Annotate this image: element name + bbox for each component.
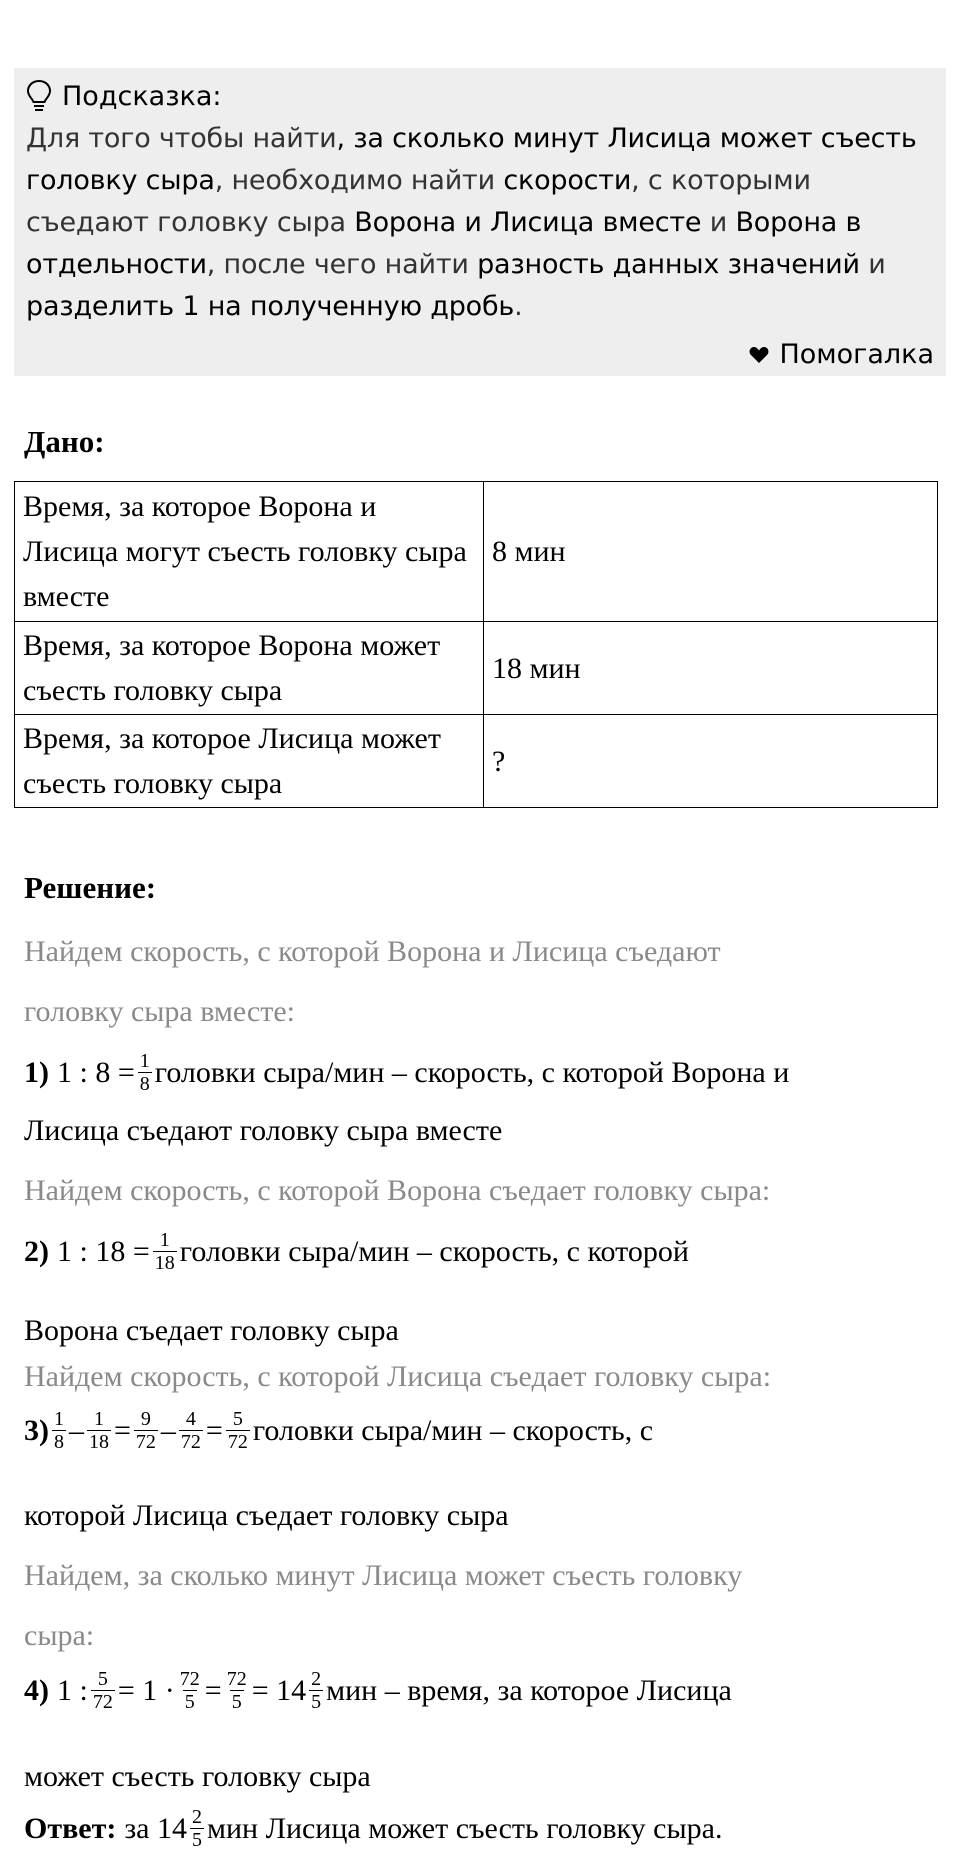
- fraction-numerator: 9: [140, 1408, 151, 1430]
- expression: =: [204, 1673, 222, 1707]
- step-intro: Найдем скорость, с которой Ворона съедает головку сыра:: [24, 1174, 771, 1207]
- step-text: Лисица съедают головку сыра вместе: [24, 1114, 503, 1147]
- table-row: [15, 622, 938, 715]
- fraction-denominator: 5: [311, 1691, 322, 1713]
- fraction: [225, 1668, 249, 1713]
- hint-part-bold: разность данных значений: [477, 249, 860, 280]
- hint-part: и: [859, 249, 886, 280]
- hint-part-bold: скорости: [503, 165, 632, 196]
- hint-part-bold: разделить 1 на полученную дробь: [26, 291, 515, 322]
- fraction-denominator: 72: [135, 1431, 156, 1453]
- fraction-denominator: 72: [227, 1431, 248, 1453]
- answer-text: мин Лисица может съесть головку сыра.: [207, 1811, 723, 1845]
- step-text: головки сыра/мин – скорость, с которой: [179, 1234, 689, 1268]
- step-3: [24, 1408, 653, 1453]
- step-intro: Найдем скорость, с которой Лисица съедает головку сыра:: [24, 1360, 772, 1393]
- given-table: [14, 481, 938, 808]
- table-cell-value: 8 мин: [484, 482, 938, 622]
- hint-part-bold: Ворона в отдельности: [26, 207, 862, 280]
- step-number: 3): [24, 1413, 49, 1447]
- table-row: [15, 482, 938, 622]
- fraction-numerator: 1: [159, 1229, 170, 1251]
- step-text: головки сыра/мин – скорость, с которой Ворона и: [154, 1055, 790, 1089]
- fraction-numerator: 5: [97, 1668, 108, 1690]
- given-heading: Дано:: [24, 424, 105, 459]
- lightbulb-icon: [26, 79, 52, 113]
- fraction-numerator: 2: [192, 1806, 202, 1828]
- fraction-denominator: 18: [154, 1252, 175, 1274]
- hint-footer: [749, 339, 934, 370]
- step-number: 1): [24, 1055, 49, 1089]
- table-cell-value: ?: [484, 715, 938, 808]
- operator: –: [160, 1413, 176, 1447]
- hint-part-bold: Ворона и Лисица вместе: [354, 207, 702, 238]
- hint-part: , необходимо найти: [214, 165, 504, 196]
- fraction-denominator: 72: [92, 1691, 113, 1713]
- fraction: [178, 1668, 202, 1713]
- fraction: [91, 1668, 115, 1713]
- hint-part: .: [514, 291, 523, 322]
- fraction: [309, 1668, 323, 1713]
- hint-text: [26, 118, 936, 328]
- fraction: [179, 1408, 203, 1453]
- step-text: может съесть головку сыра: [24, 1760, 371, 1793]
- heart-icon: [749, 346, 769, 364]
- table-cell-label: Время, за которое Лисица может съесть головку сыра: [15, 715, 484, 808]
- hint-part: , после чего найти: [206, 249, 478, 280]
- fraction: [226, 1408, 250, 1453]
- fraction: [134, 1408, 158, 1453]
- hint-part: и: [701, 207, 736, 238]
- step-number: 2): [24, 1234, 49, 1268]
- fraction-denominator: 5: [231, 1691, 242, 1713]
- hint-header: [26, 76, 936, 116]
- fraction-numerator: 72: [179, 1668, 200, 1690]
- fraction-numerator: 1: [94, 1408, 104, 1430]
- fraction-numerator: 72: [226, 1668, 247, 1690]
- step-4: [24, 1668, 732, 1713]
- fraction-numerator: 4: [185, 1408, 196, 1430]
- solution-heading: Решение:: [24, 870, 157, 905]
- step-text: Ворона съедает головку сыра: [24, 1314, 399, 1347]
- step-intro: Найдем скорость, с которой Ворона и Лисица съедают: [24, 935, 721, 968]
- step-intro: головку сыра вместе:: [24, 995, 296, 1028]
- step-2: [24, 1229, 689, 1274]
- fraction-denominator: 72: [180, 1431, 201, 1453]
- hint-part: Для того чтобы найти: [26, 123, 337, 154]
- table-cell-label: Время, за которое Ворона может съесть головку сыра: [15, 622, 484, 715]
- fraction-numerator: 1: [139, 1050, 150, 1072]
- hint-box: [14, 68, 946, 376]
- step-intro: Найдем, за сколько минут Лисица может съесть головку: [24, 1559, 743, 1592]
- step-intro: сыра:: [24, 1619, 95, 1652]
- fraction: [52, 1408, 66, 1453]
- hint-part-bold: , за сколько минут Лисица может съесть головку сыра: [26, 123, 917, 196]
- table-cell-value: 18 мин: [484, 622, 938, 715]
- fraction-denominator: 5: [192, 1829, 202, 1851]
- answer: [24, 1806, 722, 1851]
- step-number: 4): [24, 1673, 49, 1707]
- fraction: [138, 1050, 152, 1095]
- expression: 1 :: [57, 1673, 88, 1707]
- step-1: [24, 1050, 789, 1095]
- step-text: которой Лисица съедает головку сыра: [24, 1499, 509, 1532]
- fraction: [87, 1408, 111, 1453]
- fraction-numerator: 2: [311, 1668, 322, 1690]
- hint-title: Подсказка:: [62, 80, 222, 112]
- operator: =: [205, 1413, 223, 1447]
- table-cell-label: Время, за которое Ворона и Лисица могут съесть головку сыра вместе: [15, 482, 484, 622]
- hint-part: , с которыми съедают головку сыра: [26, 165, 811, 238]
- fraction-numerator: 5: [232, 1408, 243, 1430]
- table-row: [15, 715, 938, 808]
- expression: = 1 ·: [117, 1673, 175, 1707]
- fraction: [153, 1229, 177, 1274]
- fraction-denominator: 18: [89, 1431, 109, 1453]
- fraction: [190, 1806, 204, 1851]
- step-text: головки сыра/мин – скорость, с: [252, 1413, 654, 1447]
- operator: =: [114, 1413, 131, 1447]
- expression: 1 : 8 =: [57, 1055, 135, 1089]
- answer-label: Ответ:: [24, 1811, 117, 1845]
- answer-text: за 14: [124, 1811, 187, 1845]
- step-text: мин – время, за которое Лисица: [326, 1673, 732, 1707]
- fraction-numerator: 1: [54, 1408, 64, 1430]
- fraction-denominator: 8: [139, 1073, 150, 1095]
- expression: 1 : 18 =: [57, 1234, 150, 1268]
- fraction-denominator: 8: [54, 1431, 64, 1453]
- operator: –: [69, 1413, 84, 1447]
- brand-name: Помогалка: [779, 339, 934, 370]
- expression: = 14: [251, 1673, 307, 1707]
- fraction-denominator: 5: [184, 1691, 195, 1713]
